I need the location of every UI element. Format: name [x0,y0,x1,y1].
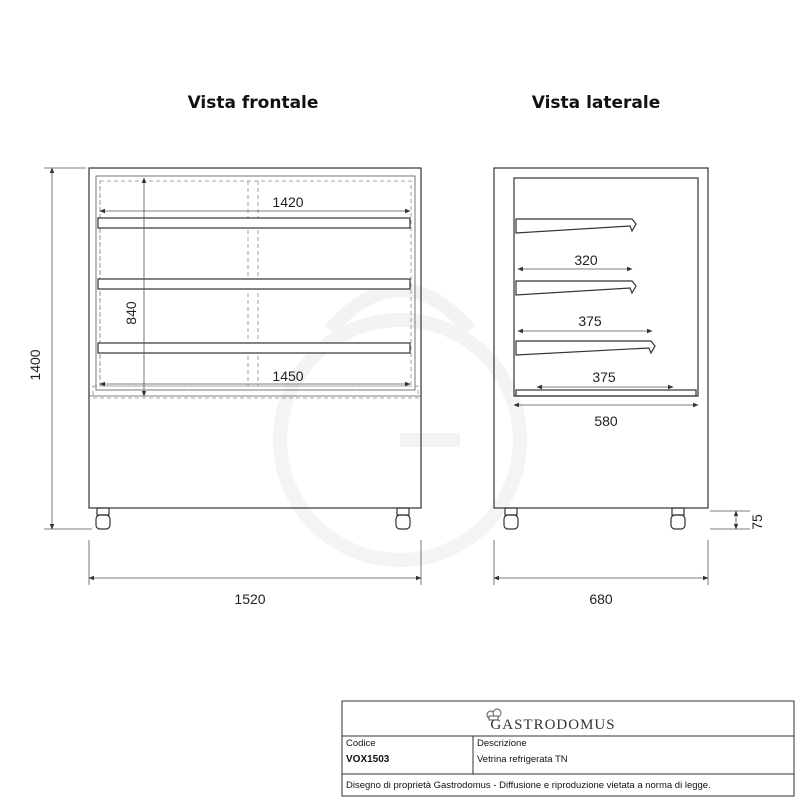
side-shelf-top [516,219,636,233]
dim-label-1450: 1450 [272,368,304,384]
dim-label-75: 75 [749,514,765,530]
front-shelf-bottom [98,343,410,353]
dim-label-680: 680 [589,591,613,607]
dim-label-1400: 1400 [27,349,43,381]
front-view [27,168,421,607]
side-view-title: Vista laterale [531,93,661,113]
code-label: Codice [346,738,376,749]
watermark-logo [280,290,520,560]
side-caster-left [504,508,518,529]
title-block [342,701,794,796]
front-view-title: Vista frontale [187,93,319,113]
description-label: Descrizione [477,738,527,749]
front-shelf-top [98,218,410,228]
side-view [494,168,765,607]
code-value: VOX1503 [346,754,390,765]
side-shelf-bottom [516,341,655,355]
front-caster-left [96,508,110,529]
side-shelf-middle [516,281,636,295]
front-caster-right [396,508,410,529]
dim-label-580: 580 [594,413,618,429]
brand-name: GASTRODOMUS [490,717,616,733]
side-base-rail [516,390,696,396]
ownership-notice: Disegno di proprietà Gastrodomus - Diffusione e riproduzione vietata a norma di legge. [346,780,711,791]
dim-label-1520: 1520 [234,591,266,607]
dim-label-840: 840 [123,301,139,325]
description-value: Vetrina refrigerata TN [477,754,568,765]
front-shelf-middle [98,279,410,289]
dim-label-375-shelf: 375 [578,313,602,329]
dim-label-1420: 1420 [272,194,304,210]
dim-label-375-base: 375 [592,369,616,385]
dim-label-320: 320 [574,252,598,268]
side-caster-right [671,508,685,529]
